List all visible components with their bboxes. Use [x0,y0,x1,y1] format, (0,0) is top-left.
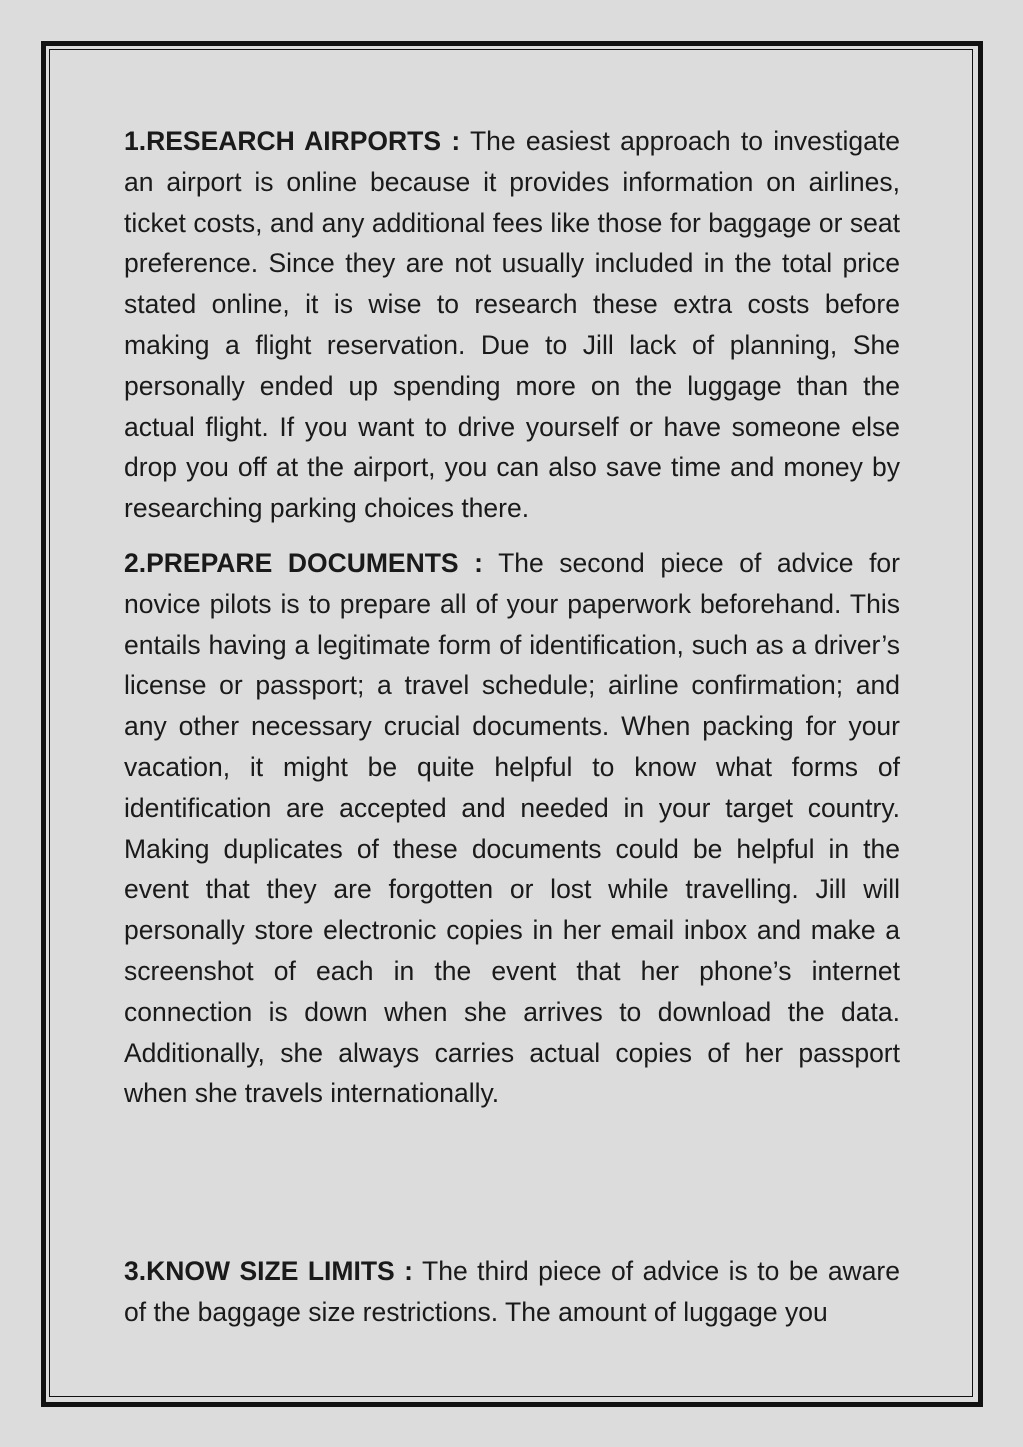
section-text: The easiest approach to investigate an airport is online because it provides information on airlines, ticket costs, and any additional fees like those for baggage or seat preference. Since they are not usually included in the total price stated online, it is wise to research these extra costs before making a flight reservation. Due to Jill lack of planning, She personally ended up spending more on the luggage than the actual flight. If you want to drive yourself or have someone else drop you off at the airport, you can also save time and money by researching parking choices there. [124,126,900,524]
section-text: The second piece of advice for novice pilots is to prepare all of your paperwork beforehand. This entails having a legitimate form of identification, such as a driver’s license or passport; a travel schedule; airline confirmation; and any other necessary crucial documents. When packing for your vacation, it might be quite helpful to know what forms of identification are accepted and needed in your target country. Making duplicates of these documents could be helpful in the event that they are forgotten or lost while travelling. Jill will personally store electronic copies in her email inbox and make a screenshot of each in the event that her phone’s internet connection is down when she arrives to download the data. Additionally, she always carries actual copies of her passport when she travels internationally. [124,547,900,1109]
section-heading: 3.KNOW SIZE LIMITS : [124,1256,414,1287]
section-research-airports [124,121,900,529]
document-body [124,121,900,1333]
section-heading: 2.PREPARE DOCUMENTS : [124,547,483,578]
section-know-size-limits [124,1251,900,1333]
section-heading: 1.RESEARCH AIRPORTS : [124,126,461,156]
section-text: The third piece of advice is to be aware of the baggage size restrictions. The amount of luggage you [124,1256,900,1327]
section-prepare-documents [124,543,900,1114]
